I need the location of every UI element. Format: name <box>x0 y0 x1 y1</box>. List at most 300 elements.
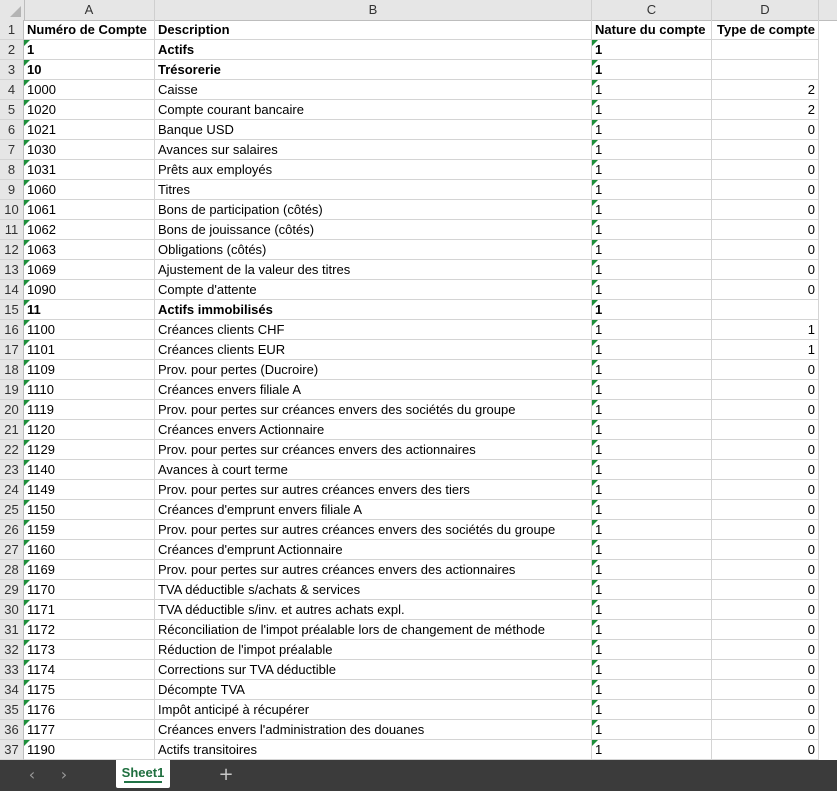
cell-c[interactable] <box>592 680 712 700</box>
cell-b[interactable] <box>155 60 592 80</box>
cell-b[interactable] <box>155 380 592 400</box>
cell-d[interactable] <box>712 560 819 580</box>
select-all-button[interactable] <box>0 0 25 20</box>
cell-c[interactable] <box>592 580 712 600</box>
cell-value: 0 <box>807 742 815 757</box>
cell-a[interactable] <box>24 580 155 600</box>
number-as-text-indicator-icon[interactable] <box>592 60 598 66</box>
add-sheet-icon[interactable]: + <box>218 764 234 785</box>
table-row <box>0 260 837 280</box>
row-number[interactable]: 27 <box>0 540 24 560</box>
row-number[interactable]: 26 <box>0 520 24 540</box>
cell-a[interactable] <box>24 260 155 280</box>
number-as-text-indicator-icon[interactable] <box>24 80 30 86</box>
cell-value: 1149 <box>27 482 55 497</box>
cell-value: TVA déductible s/inv. et autres achats expl. <box>158 602 405 617</box>
row-number[interactable]: 14 <box>0 280 24 300</box>
number-as-text-indicator-icon[interactable] <box>592 480 598 486</box>
row-number[interactable]: 13 <box>0 260 24 280</box>
cell-value: Prov. pour pertes sur autres créances envers des tiers <box>158 482 470 497</box>
cell-b[interactable] <box>155 120 592 140</box>
cell-b[interactable] <box>155 560 592 580</box>
row-number[interactable]: 6 <box>0 120 24 140</box>
number-as-text-indicator-icon[interactable] <box>592 340 598 346</box>
cell-c[interactable] <box>592 300 712 320</box>
number-as-text-indicator-icon[interactable] <box>592 180 598 186</box>
number-as-text-indicator-icon[interactable] <box>24 40 30 46</box>
number-as-text-indicator-icon[interactable] <box>592 140 598 146</box>
cell-value: Ajustement de la valeur des titres <box>158 262 351 277</box>
cell-value: Décompte TVA <box>158 682 245 697</box>
row-number[interactable]: 31 <box>0 620 24 640</box>
row-number[interactable]: 2 <box>0 40 24 60</box>
cell-c[interactable] <box>592 280 712 300</box>
cell-d[interactable] <box>712 380 819 400</box>
cell-b[interactable] <box>155 580 592 600</box>
table-row <box>0 40 837 60</box>
number-as-text-indicator-icon[interactable] <box>592 360 598 366</box>
cell-c[interactable] <box>592 400 712 420</box>
cell-b[interactable] <box>155 500 592 520</box>
cell-a[interactable] <box>24 20 155 40</box>
number-as-text-indicator-icon[interactable] <box>592 560 598 566</box>
number-as-text-indicator-icon[interactable] <box>592 660 598 666</box>
cell-a[interactable] <box>24 100 155 120</box>
number-as-text-indicator-icon[interactable] <box>24 360 30 366</box>
row-number[interactable]: 17 <box>0 340 24 360</box>
number-as-text-indicator-icon[interactable] <box>24 720 30 726</box>
number-as-text-indicator-icon[interactable] <box>592 740 598 746</box>
number-as-text-indicator-icon[interactable] <box>24 160 30 166</box>
number-as-text-indicator-icon[interactable] <box>592 540 598 546</box>
column-header-a[interactable]: A <box>24 0 155 20</box>
cell-value: 0 <box>807 582 815 597</box>
cell-b[interactable] <box>155 180 592 200</box>
row-number[interactable]: 12 <box>0 240 24 260</box>
cell-b[interactable] <box>155 400 592 420</box>
cell-value: 1 <box>595 642 603 657</box>
cell-a[interactable] <box>24 320 155 340</box>
cell-b[interactable] <box>155 40 592 60</box>
row-number[interactable]: 36 <box>0 720 24 740</box>
cell-d[interactable] <box>712 580 819 600</box>
cell-c[interactable] <box>592 740 712 760</box>
cell-d[interactable] <box>712 440 819 460</box>
number-as-text-indicator-icon[interactable] <box>24 60 30 66</box>
number-as-text-indicator-icon[interactable] <box>24 480 30 486</box>
number-as-text-indicator-icon[interactable] <box>24 220 30 226</box>
row-number[interactable]: 22 <box>0 440 24 460</box>
number-as-text-indicator-icon[interactable] <box>24 340 30 346</box>
number-as-text-indicator-icon[interactable] <box>24 460 30 466</box>
table-row <box>0 400 837 420</box>
cell-d[interactable] <box>712 20 819 40</box>
cell-a[interactable] <box>24 460 155 480</box>
cell-c[interactable] <box>592 240 712 260</box>
scroll-left-icon[interactable]: ‹ <box>28 765 36 784</box>
cell-b[interactable] <box>155 260 592 280</box>
row-number[interactable]: 20 <box>0 400 24 420</box>
scroll-right-icon[interactable]: › <box>60 765 68 784</box>
number-as-text-indicator-icon[interactable] <box>24 180 30 186</box>
cell-a[interactable] <box>24 420 155 440</box>
row-number[interactable]: 15 <box>0 300 24 320</box>
cell-b[interactable] <box>155 80 592 100</box>
cell-c[interactable] <box>592 360 712 380</box>
cell-c[interactable] <box>592 640 712 660</box>
cell-d[interactable] <box>712 300 819 320</box>
cell-b[interactable] <box>155 740 592 760</box>
number-as-text-indicator-icon[interactable] <box>24 680 30 686</box>
cell-d[interactable] <box>712 80 819 100</box>
cell-c[interactable] <box>592 440 712 460</box>
table-row <box>0 600 837 620</box>
cell-b[interactable] <box>155 320 592 340</box>
cell-value: 1 <box>595 222 603 237</box>
cell-b[interactable] <box>155 660 592 680</box>
cell-a[interactable] <box>24 520 155 540</box>
number-as-text-indicator-icon[interactable] <box>24 200 30 206</box>
cell-c[interactable] <box>592 80 712 100</box>
cell-b[interactable] <box>155 280 592 300</box>
cell-value: 1 <box>595 462 603 477</box>
number-as-text-indicator-icon[interactable] <box>592 160 598 166</box>
number-as-text-indicator-icon[interactable] <box>592 220 598 226</box>
cell-value: 0 <box>807 142 815 157</box>
cell-d[interactable] <box>712 240 819 260</box>
number-as-text-indicator-icon[interactable] <box>592 260 598 266</box>
cell-a[interactable] <box>24 700 155 720</box>
number-as-text-indicator-icon[interactable] <box>24 100 30 106</box>
cell-b[interactable] <box>155 220 592 240</box>
number-as-text-indicator-icon[interactable] <box>24 140 30 146</box>
cell-d[interactable] <box>712 140 819 160</box>
cell-b[interactable] <box>155 100 592 120</box>
number-as-text-indicator-icon[interactable] <box>592 500 598 506</box>
number-as-text-indicator-icon[interactable] <box>24 440 30 446</box>
cell-c[interactable] <box>592 720 712 740</box>
number-as-text-indicator-icon[interactable] <box>24 580 30 586</box>
cell-d[interactable] <box>712 220 819 240</box>
cell-value: 1 <box>595 282 603 297</box>
number-as-text-indicator-icon[interactable] <box>592 120 598 126</box>
cell-value: 1 <box>595 302 603 317</box>
cell-a[interactable] <box>24 220 155 240</box>
number-as-text-indicator-icon[interactable] <box>592 520 598 526</box>
cell-c[interactable] <box>592 420 712 440</box>
number-as-text-indicator-icon[interactable] <box>24 280 30 286</box>
number-as-text-indicator-icon[interactable] <box>592 100 598 106</box>
cell-d[interactable] <box>712 500 819 520</box>
cell-value: Réconciliation de l'impot préalable lors de changement de méthode <box>158 622 545 637</box>
number-as-text-indicator-icon[interactable] <box>592 300 598 306</box>
cell-b[interactable] <box>155 160 592 180</box>
cell-a[interactable] <box>24 160 155 180</box>
cell-a[interactable] <box>24 540 155 560</box>
cell-d[interactable] <box>712 680 819 700</box>
cell-c[interactable] <box>592 320 712 340</box>
cell-c[interactable] <box>592 60 712 80</box>
cell-c[interactable] <box>592 40 712 60</box>
cell-d[interactable] <box>712 360 819 380</box>
cell-d[interactable] <box>712 180 819 200</box>
cell-c[interactable] <box>592 500 712 520</box>
cell-d[interactable] <box>712 340 819 360</box>
cell-b[interactable] <box>155 640 592 660</box>
number-as-text-indicator-icon[interactable] <box>592 400 598 406</box>
cell-a[interactable] <box>24 300 155 320</box>
number-as-text-indicator-icon[interactable] <box>592 200 598 206</box>
row-number[interactable]: 34 <box>0 680 24 700</box>
number-as-text-indicator-icon[interactable] <box>592 440 598 446</box>
number-as-text-indicator-icon[interactable] <box>592 680 598 686</box>
cell-d[interactable] <box>712 100 819 120</box>
cell-value: 1 <box>595 182 603 197</box>
cell-a[interactable] <box>24 340 155 360</box>
cell-d[interactable] <box>712 640 819 660</box>
cell-value: 1171 <box>27 602 55 617</box>
number-as-text-indicator-icon[interactable] <box>592 620 598 626</box>
cell-d[interactable] <box>712 620 819 640</box>
cell-b[interactable] <box>155 20 592 40</box>
cell-a[interactable] <box>24 60 155 80</box>
row-number[interactable]: 37 <box>0 740 24 760</box>
cell-value: 1101 <box>27 342 55 357</box>
cell-a[interactable] <box>24 200 155 220</box>
column-header-bar <box>0 0 837 21</box>
cell-b[interactable] <box>155 200 592 220</box>
cell-value: 1 <box>27 42 35 57</box>
number-as-text-indicator-icon[interactable] <box>24 300 30 306</box>
cell-d[interactable] <box>712 600 819 620</box>
cell-d[interactable] <box>712 520 819 540</box>
number-as-text-indicator-icon[interactable] <box>24 420 30 426</box>
cell-a[interactable] <box>24 440 155 460</box>
column-header-c[interactable]: C <box>592 0 712 20</box>
cell-a[interactable] <box>24 680 155 700</box>
cell-c[interactable] <box>592 380 712 400</box>
row-number[interactable]: 32 <box>0 640 24 660</box>
cell-c[interactable] <box>592 340 712 360</box>
row-number[interactable]: 7 <box>0 140 24 160</box>
number-as-text-indicator-icon[interactable] <box>592 600 598 606</box>
cell-c[interactable] <box>592 140 712 160</box>
cell-b[interactable] <box>155 360 592 380</box>
cell-d[interactable] <box>712 120 819 140</box>
cell-value: 1062 <box>27 222 56 237</box>
cell-d[interactable] <box>712 460 819 480</box>
cell-c[interactable] <box>592 520 712 540</box>
cell-b[interactable] <box>155 480 592 500</box>
cell-c[interactable] <box>592 600 712 620</box>
cell-b[interactable] <box>155 420 592 440</box>
cell-a[interactable] <box>24 400 155 420</box>
number-as-text-indicator-icon[interactable] <box>592 320 598 326</box>
row-number[interactable]: 10 <box>0 200 24 220</box>
number-as-text-indicator-icon[interactable] <box>592 80 598 86</box>
number-as-text-indicator-icon[interactable] <box>24 120 30 126</box>
cell-a[interactable] <box>24 600 155 620</box>
cell-c[interactable] <box>592 180 712 200</box>
cell-a[interactable] <box>24 480 155 500</box>
column-header-b[interactable]: B <box>155 0 592 20</box>
cell-a[interactable] <box>24 180 155 200</box>
cell-value: 0 <box>807 122 815 137</box>
cell-value: Numéro de Compte <box>27 22 147 37</box>
cell-c[interactable] <box>592 220 712 240</box>
cell-b[interactable] <box>155 240 592 260</box>
row-number[interactable]: 30 <box>0 600 24 620</box>
cell-c[interactable] <box>592 160 712 180</box>
number-as-text-indicator-icon[interactable] <box>24 700 30 706</box>
cell-b[interactable] <box>155 300 592 320</box>
cell-d[interactable] <box>712 740 819 760</box>
cell-c[interactable] <box>592 20 712 40</box>
column-header-d[interactable]: D <box>712 0 819 20</box>
cell-a[interactable] <box>24 80 155 100</box>
row-number[interactable]: 16 <box>0 320 24 340</box>
cell-c[interactable] <box>592 660 712 680</box>
cell-value: 1 <box>595 682 603 697</box>
cell-d[interactable] <box>712 200 819 220</box>
row-number[interactable]: 8 <box>0 160 24 180</box>
row-number[interactable]: 3 <box>0 60 24 80</box>
cell-value: 0 <box>807 242 815 257</box>
row-number[interactable]: 18 <box>0 360 24 380</box>
cell-value: 1 <box>595 542 603 557</box>
number-as-text-indicator-icon[interactable] <box>592 280 598 286</box>
row-number[interactable]: 1 <box>0 20 24 40</box>
number-as-text-indicator-icon[interactable] <box>592 240 598 246</box>
number-as-text-indicator-icon[interactable] <box>24 560 30 566</box>
cell-d[interactable] <box>712 160 819 180</box>
row-number[interactable]: 23 <box>0 460 24 480</box>
cell-a[interactable] <box>24 240 155 260</box>
cell-a[interactable] <box>24 120 155 140</box>
cell-c[interactable] <box>592 700 712 720</box>
cell-a[interactable] <box>24 660 155 680</box>
cell-value: 1 <box>595 402 603 417</box>
number-as-text-indicator-icon[interactable] <box>592 420 598 426</box>
number-as-text-indicator-icon[interactable] <box>24 520 30 526</box>
number-as-text-indicator-icon[interactable] <box>592 700 598 706</box>
cell-a[interactable] <box>24 740 155 760</box>
cell-c[interactable] <box>592 460 712 480</box>
cell-d[interactable] <box>712 260 819 280</box>
number-as-text-indicator-icon[interactable] <box>592 720 598 726</box>
cell-a[interactable] <box>24 280 155 300</box>
number-as-text-indicator-icon[interactable] <box>24 540 30 546</box>
cell-d[interactable] <box>712 720 819 740</box>
cell-d[interactable] <box>712 280 819 300</box>
cell-b[interactable] <box>155 680 592 700</box>
row-number[interactable]: 21 <box>0 420 24 440</box>
number-as-text-indicator-icon[interactable] <box>24 400 30 406</box>
cell-d[interactable] <box>712 660 819 680</box>
cell-d[interactable] <box>712 40 819 60</box>
cell-a[interactable] <box>24 380 155 400</box>
cell-c[interactable] <box>592 260 712 280</box>
cell-b[interactable] <box>155 460 592 480</box>
cell-b[interactable] <box>155 520 592 540</box>
row-number[interactable]: 9 <box>0 180 24 200</box>
row-number[interactable]: 11 <box>0 220 24 240</box>
cell-c[interactable] <box>592 560 712 580</box>
cell-c[interactable] <box>592 480 712 500</box>
row-number[interactable]: 25 <box>0 500 24 520</box>
cell-d[interactable] <box>712 700 819 720</box>
number-as-text-indicator-icon[interactable] <box>592 460 598 466</box>
row-number[interactable]: 4 <box>0 80 24 100</box>
cell-value: 0 <box>807 622 815 637</box>
cell-b[interactable] <box>155 540 592 560</box>
cell-b[interactable] <box>155 140 592 160</box>
cell-d[interactable] <box>712 60 819 80</box>
cell-value: Créances d'emprunt envers filiale A <box>158 502 363 517</box>
cell-d[interactable] <box>712 400 819 420</box>
row-number[interactable]: 5 <box>0 100 24 120</box>
row-number[interactable]: 24 <box>0 480 24 500</box>
row-number[interactable]: 29 <box>0 580 24 600</box>
number-as-text-indicator-icon[interactable] <box>24 500 30 506</box>
row-number[interactable]: 28 <box>0 560 24 580</box>
table-row <box>0 500 837 520</box>
cell-b[interactable] <box>155 440 592 460</box>
cell-value: 1159 <box>27 522 55 537</box>
number-as-text-indicator-icon[interactable] <box>24 660 30 666</box>
cell-b[interactable] <box>155 620 592 640</box>
number-as-text-indicator-icon[interactable] <box>24 320 30 326</box>
row-number[interactable]: 33 <box>0 660 24 680</box>
cell-b[interactable] <box>155 720 592 740</box>
number-as-text-indicator-icon[interactable] <box>24 600 30 606</box>
cell-b[interactable] <box>155 340 592 360</box>
cell-b[interactable] <box>155 600 592 620</box>
cell-a[interactable] <box>24 40 155 60</box>
number-as-text-indicator-icon[interactable] <box>24 380 30 386</box>
number-as-text-indicator-icon[interactable] <box>24 240 30 246</box>
cell-a[interactable] <box>24 640 155 660</box>
cell-a[interactable] <box>24 500 155 520</box>
cell-a[interactable] <box>24 140 155 160</box>
number-as-text-indicator-icon[interactable] <box>592 640 598 646</box>
number-as-text-indicator-icon[interactable] <box>24 260 30 266</box>
cell-a[interactable] <box>24 720 155 740</box>
cell-c[interactable] <box>592 620 712 640</box>
cell-c[interactable] <box>592 120 712 140</box>
cell-c[interactable] <box>592 540 712 560</box>
cell-c[interactable] <box>592 100 712 120</box>
row-number[interactable]: 19 <box>0 380 24 400</box>
number-as-text-indicator-icon[interactable] <box>592 580 598 586</box>
cell-d[interactable] <box>712 480 819 500</box>
number-as-text-indicator-icon[interactable] <box>24 620 30 626</box>
cell-d[interactable] <box>712 420 819 440</box>
row-number[interactable]: 35 <box>0 700 24 720</box>
number-as-text-indicator-icon[interactable] <box>592 380 598 386</box>
cell-a[interactable] <box>24 620 155 640</box>
cell-a[interactable] <box>24 360 155 380</box>
cell-c[interactable] <box>592 200 712 220</box>
sheet-tab-sheet1[interactable] <box>116 760 170 788</box>
cell-b[interactable] <box>155 700 592 720</box>
cell-a[interactable] <box>24 560 155 580</box>
number-as-text-indicator-icon[interactable] <box>592 40 598 46</box>
number-as-text-indicator-icon[interactable] <box>24 740 30 746</box>
number-as-text-indicator-icon[interactable] <box>24 640 30 646</box>
cell-d[interactable] <box>712 320 819 340</box>
cell-d[interactable] <box>712 540 819 560</box>
